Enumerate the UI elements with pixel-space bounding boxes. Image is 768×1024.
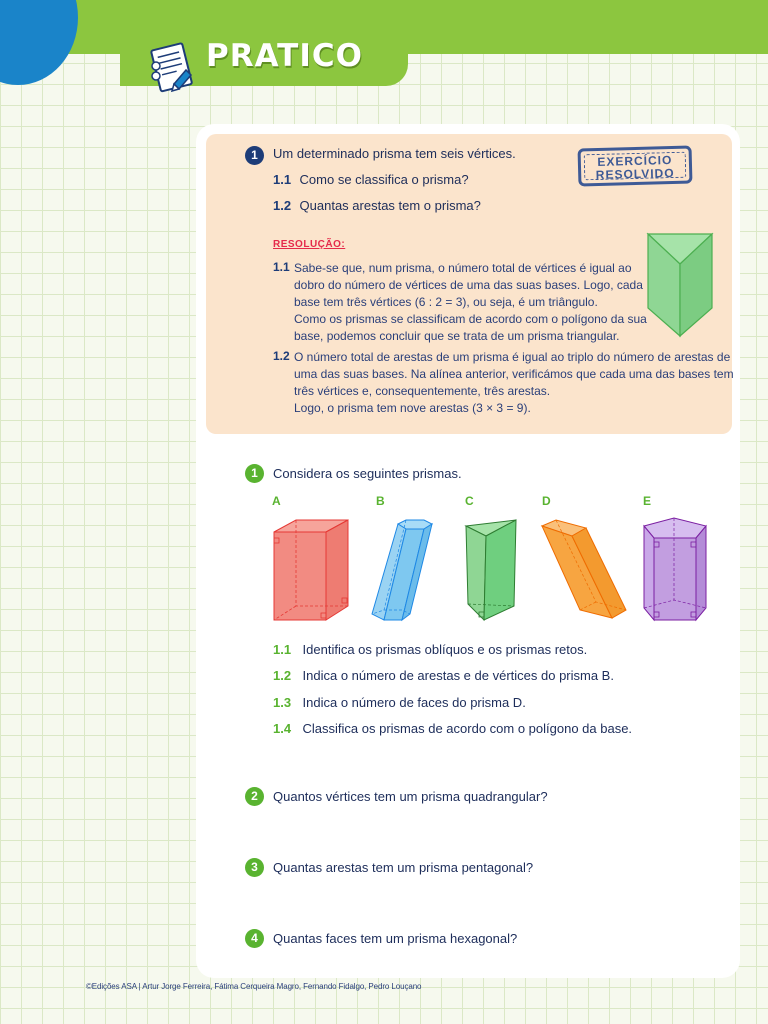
resolution-label: RESOLUÇÃO:: [273, 239, 346, 250]
corner-circle: [0, 0, 78, 85]
exercise-1-number: 1: [245, 464, 264, 483]
exercise-4-question: Quantas faces tem um prisma hexagonal?: [273, 931, 518, 946]
solved-exercise-number: 1: [245, 146, 264, 165]
resolution-text-2: O número total de arestas de um prisma é igual ao triplo do número de arestas de uma das suas bases. Na alínea anterior, verificámos que cada uma das bases tem três vértices e, consequentemente, três arestas. Logo, o prisma tem nove arestas (3 × 3 = 9).: [294, 350, 734, 415]
prism-e-illustration: [640, 516, 710, 624]
resolution-number-2: 1.2: [273, 349, 290, 363]
prism-label-d: D: [542, 494, 551, 508]
solved-subquestion-2: 1.2 Quantas arestas tem o prisma?: [273, 198, 481, 213]
exercise-3-number: 3: [245, 858, 264, 877]
exercise-1-question: Considera os seguintes prismas.: [273, 466, 462, 481]
triangular-prism-illustration: [646, 232, 714, 340]
prism-label-b: B: [376, 494, 385, 508]
exercise-3-question: Quantas arestas tem um prisma pentagonal?: [273, 860, 534, 875]
exercise-2-question: Quantos vértices tem um prisma quadrangular?: [273, 789, 548, 804]
exercise-4-number: 4: [245, 929, 264, 948]
prism-c-illustration: [462, 516, 526, 624]
prism-b-illustration: [368, 518, 436, 624]
prism-d-illustration: [538, 516, 630, 622]
worksheet-pencil-icon: [146, 40, 200, 98]
prism-label-e: E: [643, 494, 652, 508]
solved-subquestion-1: 1.1 Como se classifica o prisma?: [273, 172, 469, 187]
exercise-1-subquestion-1: 1.1 Identifica os prismas oblíquos e os prismas retos.: [273, 642, 588, 657]
exercise-2-number: 2: [245, 787, 264, 806]
page-title: PRATICO: [206, 38, 363, 74]
resolution-number-1: 1.1: [273, 260, 290, 274]
prism-label-c: C: [465, 494, 474, 508]
footer-copyright: ©Edições ASA | Artur Jorge Ferreira, Fátima Cerqueira Magro, Fernando Fidalgo, Pedro Louçano: [86, 982, 422, 991]
exercise-1-subquestion-4: 1.4 Classifica os prismas de acordo com o polígono da base.: [273, 721, 633, 736]
resolution-text-1: Sabe-se que, num prisma, o número total de vértices é igual ao dobro do número de vértices de uma das suas bases. Logo, cada base tem três vértices (6 : 2 = 3), ou seja, é um triângulo. Como os prismas se classificam de acordo com o polígono da sua base, podemos concluir que se trata de um prisma triangular.: [294, 261, 647, 343]
exercise-1-subquestion-3: 1.3 Indica o número de faces do prisma D.: [273, 695, 526, 710]
exercise-1-subquestion-2: 1.2 Indica o número de arestas e de vértices do prisma B.: [273, 668, 614, 683]
prism-label-a: A: [272, 494, 281, 508]
solved-exercise-stamp: EXERCÍCIO RESOLVIDO: [578, 146, 693, 187]
solved-exercise-question: Um determinado prisma tem seis vértices.: [273, 146, 516, 161]
prism-a-illustration: [268, 518, 352, 624]
